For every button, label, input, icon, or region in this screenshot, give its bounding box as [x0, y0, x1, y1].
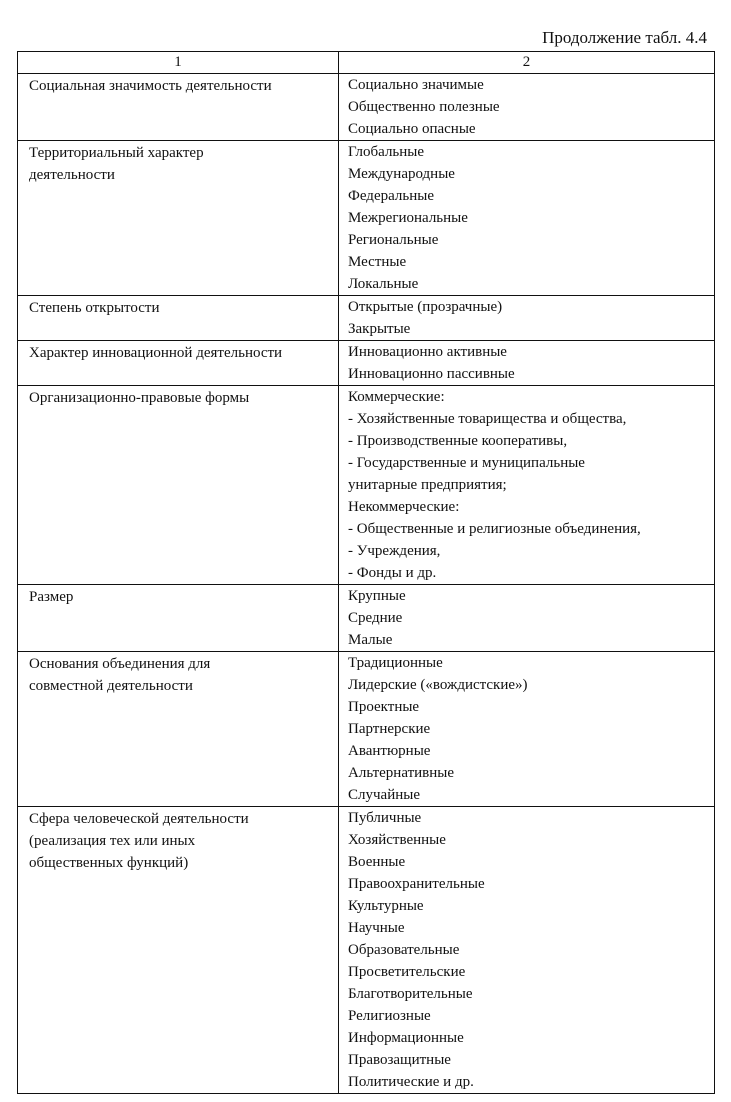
type-item: Федеральные	[348, 188, 434, 204]
type-item: Религиозные	[348, 1008, 431, 1024]
criterion-cell	[18, 74, 339, 141]
classification-table	[17, 51, 715, 1094]
type-item: Военные	[348, 854, 406, 870]
types-cell	[339, 296, 715, 341]
criterion-text: Характер инновационной деятельности	[29, 345, 283, 361]
type-item: - Хозяйственные товарищества и общества,	[348, 411, 627, 427]
type-item: Хозяйственные	[348, 832, 446, 848]
types-cell	[339, 74, 715, 141]
type-item: унитарные предприятия;	[348, 477, 507, 493]
criterion-text: Социальная значимость деятельности	[29, 78, 272, 94]
table-row	[18, 807, 715, 1094]
table-body	[18, 74, 715, 1094]
table-row	[18, 386, 715, 585]
criterion-text: Организационно-правовые формы	[29, 390, 250, 406]
type-item: Социально значимые	[348, 77, 484, 93]
criterion-cell	[18, 585, 339, 652]
type-item: Политические и др.	[348, 1074, 474, 1090]
criterion-cell	[18, 341, 339, 386]
type-item: Партнерские	[348, 721, 431, 737]
type-item: Малые	[348, 632, 393, 648]
type-item: Образовательные	[348, 942, 460, 958]
types-cell	[339, 807, 715, 1094]
table-row	[18, 141, 715, 296]
types-cell	[339, 141, 715, 296]
type-item: Глобальные	[348, 144, 425, 160]
type-item: - Производственные кооперативы,	[348, 433, 568, 449]
type-item: Региональные	[348, 232, 439, 248]
type-item: Международные	[348, 166, 455, 182]
table-row	[18, 652, 715, 807]
type-item: Проектные	[348, 699, 420, 715]
type-item: Случайные	[348, 787, 420, 803]
criterion-text: Размер	[29, 589, 74, 605]
criterion-cell	[18, 386, 339, 585]
type-item: Открытые (прозрачные)	[348, 299, 503, 315]
table-row	[18, 296, 715, 341]
type-item: Межрегиональные	[348, 210, 468, 226]
type-item: Культурные	[348, 898, 424, 914]
type-item: Общественно полезные	[348, 99, 500, 115]
criterion-text: Степень открытости	[29, 300, 160, 316]
type-item: Социально опасные	[348, 121, 476, 137]
type-item: Альтернативные	[348, 765, 455, 781]
type-item: Инновационно активные	[348, 344, 507, 360]
table-row	[18, 585, 715, 652]
types-cell	[339, 585, 715, 652]
type-item: Правоохранительные	[348, 876, 485, 892]
criterion-text: Основания объединения для совместной деятельности	[29, 656, 211, 694]
type-item: Крупные	[348, 588, 406, 604]
type-item: Просветительские	[348, 964, 466, 980]
criterion-text: Сфера человеческой деятельности (реализация тех или иных общественных функций)	[29, 811, 249, 871]
table-continuation-caption: Продолжение табл. 4.4	[542, 28, 707, 47]
type-item: Информационные	[348, 1030, 464, 1046]
criterion-cell	[18, 652, 339, 807]
column-header-2: 2	[339, 52, 715, 74]
type-item: Закрытые	[348, 321, 411, 337]
type-item: - Общественные и религиозные объединения,	[348, 521, 641, 537]
type-item: - Государственные и муниципальные	[348, 455, 585, 471]
type-item: Традиционные	[348, 655, 443, 671]
type-item: Благотворительные	[348, 986, 473, 1002]
criterion-cell	[18, 807, 339, 1094]
type-item: Авантюрные	[348, 743, 431, 759]
column-header-1: 1	[18, 52, 339, 74]
types-cell	[339, 386, 715, 585]
type-item: Публичные	[348, 810, 422, 826]
type-item: - Фонды и др.	[348, 565, 437, 581]
type-item: Локальные	[348, 276, 419, 292]
table-row	[18, 341, 715, 386]
type-item: Лидерские («вождистские»)	[348, 677, 528, 693]
types-cell	[339, 652, 715, 807]
table-row	[18, 74, 715, 141]
type-item: Инновационно пассивные	[348, 366, 515, 382]
criterion-text: Территориальный характер деятельности	[29, 145, 204, 183]
type-item: - Учреждения,	[348, 543, 441, 559]
criterion-cell	[18, 296, 339, 341]
type-item: Некоммерческие:	[348, 499, 460, 515]
type-item: Коммерческие:	[348, 389, 445, 405]
type-item: Правозащитные	[348, 1052, 451, 1068]
type-item: Научные	[348, 920, 405, 936]
types-cell	[339, 341, 715, 386]
type-item: Средние	[348, 610, 403, 626]
type-item: Местные	[348, 254, 407, 270]
criterion-cell	[18, 141, 339, 296]
table-header-row	[18, 52, 715, 74]
